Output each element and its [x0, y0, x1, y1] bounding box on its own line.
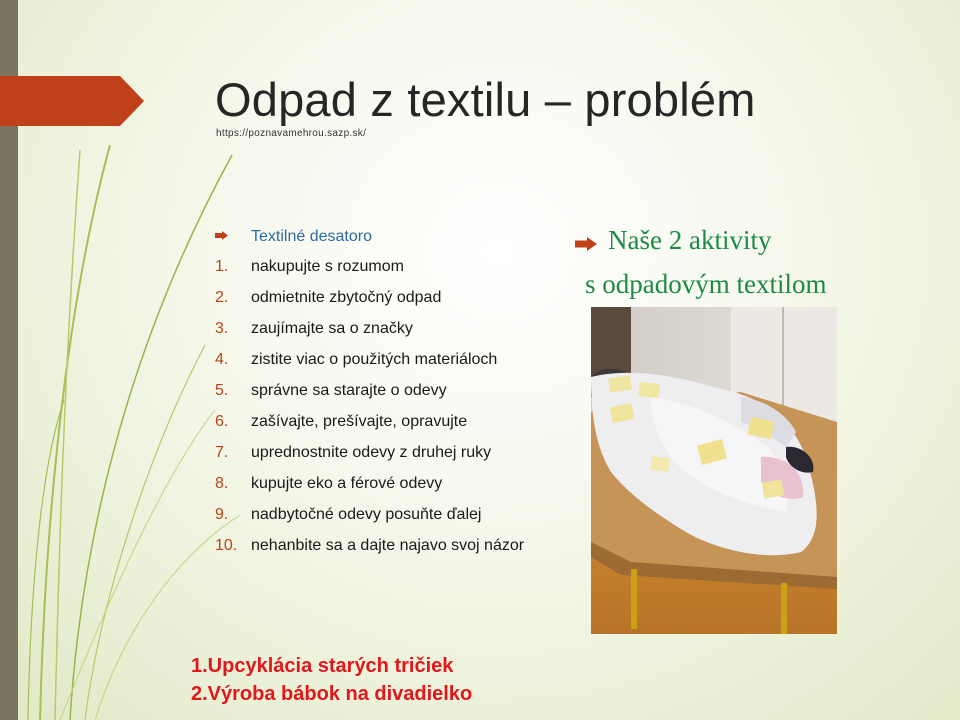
item-text: odmietnite zbytočný odpad — [251, 289, 442, 306]
activities-heading-line1: Naše 2 aktivity — [608, 225, 772, 255]
list-item — [215, 413, 545, 431]
activities-list — [191, 652, 591, 708]
source-url: https://poznavamehrou.sazp.sk/ — [216, 128, 367, 139]
item-text: nehanbite sa a dajte najavo svoj názor — [251, 537, 525, 554]
tips-ordered-list — [215, 258, 545, 555]
arrow-bullet-icon — [575, 237, 597, 251]
textile-tips-list — [215, 227, 545, 568]
list-item — [215, 537, 545, 555]
item-number: 5. — [215, 382, 229, 399]
item-number: 6. — [215, 413, 229, 430]
item-number: 1. — [215, 258, 229, 275]
item-text: zistite viac o použitých materiáloch — [251, 351, 498, 368]
item-text: kupujte eko a férové odevy — [251, 475, 443, 492]
list-item — [215, 382, 545, 400]
item-text: uprednostnite odevy z druhej ruky — [251, 444, 492, 461]
list-item — [215, 289, 545, 307]
list-item — [215, 320, 545, 338]
item-text: zaujímajte sa o značky — [251, 320, 413, 337]
slide-title: Odpad z textilu – problém — [215, 73, 756, 126]
tips-heading-row — [215, 227, 545, 249]
arrow-bullet-icon — [215, 231, 228, 240]
item-number: 2. — [215, 289, 229, 306]
item-text: nakupujte s rozumom — [251, 258, 404, 275]
activity-item: 1.Upcyklácia starých tričiek — [191, 655, 454, 677]
list-item — [215, 258, 545, 276]
item-text: zašívajte, prešívajte, opravujte — [251, 413, 468, 430]
list-item — [215, 351, 545, 369]
activities-heading-line2: s odpadovým textilom — [585, 269, 827, 299]
list-item — [215, 475, 545, 493]
item-number: 3. — [215, 320, 229, 337]
item-text: nadbytočné odevy posuňte ďalej — [251, 506, 482, 523]
tshirts-photo — [591, 307, 837, 634]
item-number: 7. — [215, 444, 229, 461]
tips-heading: Textilné desatoro — [251, 228, 372, 245]
item-number: 8. — [215, 475, 229, 492]
list-item — [215, 444, 545, 462]
tshirts-photo-image — [591, 307, 837, 634]
item-number: 4. — [215, 351, 229, 368]
activity-item: 2.Výroba bábok na divadielko — [191, 683, 473, 705]
item-number: 9. — [215, 506, 229, 523]
title-arrow-banner — [0, 76, 144, 126]
item-text: správne sa starajte o odevy — [251, 382, 447, 399]
list-item — [215, 506, 545, 524]
item-number: 10. — [215, 537, 238, 554]
